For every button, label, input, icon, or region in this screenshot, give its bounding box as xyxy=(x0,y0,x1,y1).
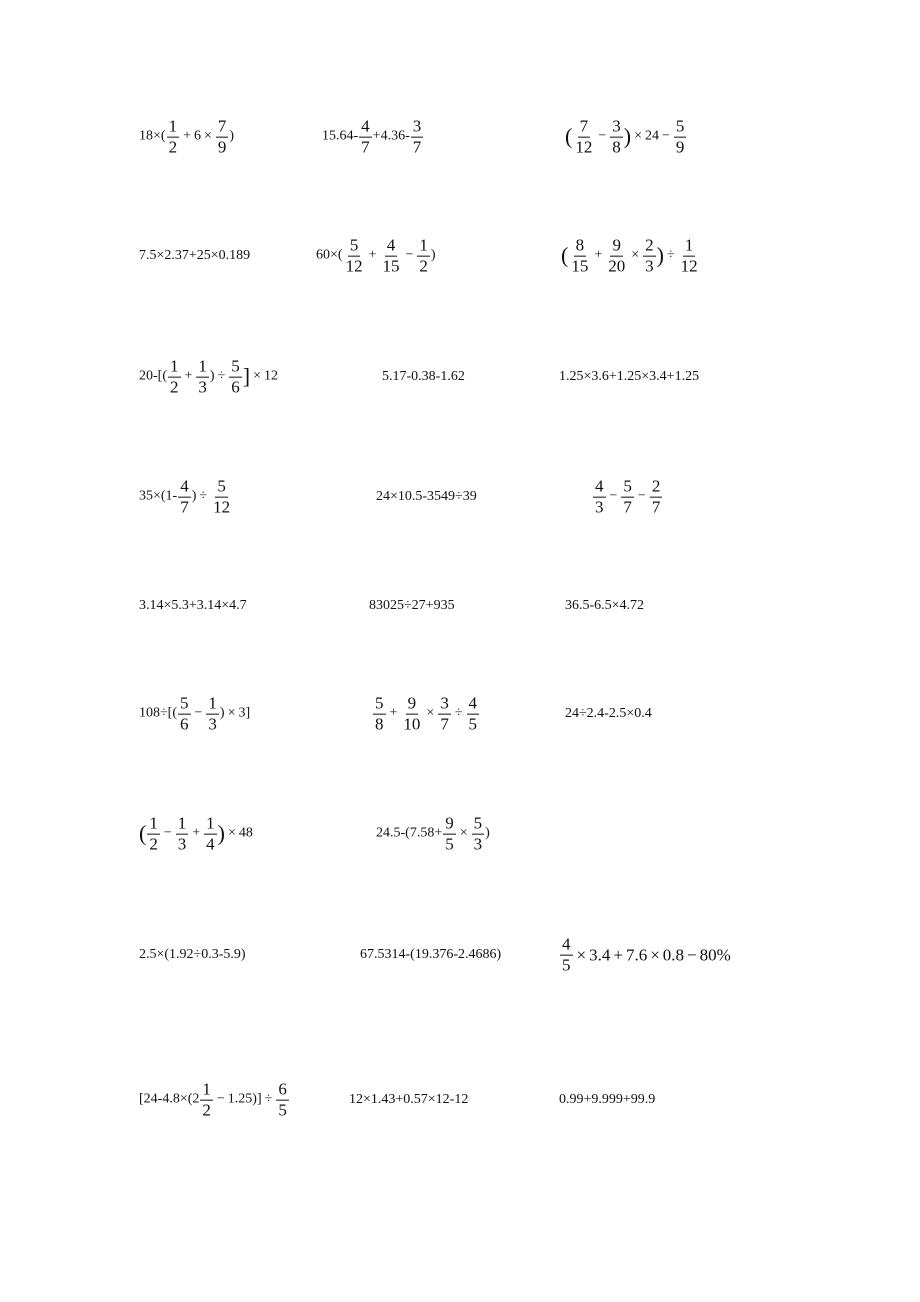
fraction-numerator: 1 xyxy=(168,116,178,136)
fraction-numerator: 4 xyxy=(468,693,477,713)
fraction xyxy=(593,478,606,517)
fraction-denominator: 2 xyxy=(168,137,178,157)
fraction-numerator: 7 xyxy=(579,116,589,136)
fraction-denominator: 6 xyxy=(231,377,240,397)
expression-text: ) xyxy=(430,248,436,263)
fraction xyxy=(606,237,627,276)
expression-text: 67.5314-(19.376-2.4686) xyxy=(360,947,502,962)
operator: ÷ xyxy=(264,1092,273,1107)
fraction-denominator: 9 xyxy=(675,137,685,157)
fraction xyxy=(674,118,687,157)
problem-r6-c2 xyxy=(372,695,480,734)
bracket: ) xyxy=(656,243,664,268)
operator: − xyxy=(405,248,414,263)
problem-r3-c1 xyxy=(139,358,278,397)
operator: ÷ xyxy=(199,489,208,504)
problem-r2-c3 xyxy=(561,237,701,276)
problem-r5-c3 xyxy=(565,599,644,613)
operator: + xyxy=(594,248,603,263)
fraction-denominator: 20 xyxy=(608,256,626,276)
fraction xyxy=(679,237,700,276)
operator: × xyxy=(650,945,660,965)
fraction xyxy=(211,478,232,517)
fraction xyxy=(167,118,180,157)
expression-text: 12×1.43+0.57×12-12 xyxy=(349,1092,469,1107)
expression-text: ) xyxy=(191,489,197,504)
expression-text: 0.99+9.999+99.9 xyxy=(559,1092,656,1107)
operator: × xyxy=(203,129,212,144)
fraction-numerator: 1 xyxy=(177,813,187,833)
bracket: ( xyxy=(565,124,573,149)
bracket: ( xyxy=(139,821,147,846)
expression-text: 60×( xyxy=(316,248,343,263)
fraction-denominator: 8 xyxy=(375,714,384,734)
problem-r6-c1 xyxy=(139,695,250,734)
fraction-denominator: 3 xyxy=(198,377,207,397)
fraction xyxy=(168,358,181,397)
problem-r6-c3 xyxy=(565,707,652,721)
fraction xyxy=(176,815,189,854)
fraction-denominator: 7 xyxy=(412,137,422,157)
fraction xyxy=(216,118,229,157)
expression-text: 48 xyxy=(238,826,253,841)
fraction-denominator: 7 xyxy=(651,497,661,517)
fraction-denominator: 10 xyxy=(403,714,421,734)
expression-text: 0.8 xyxy=(662,945,685,965)
expression-text: 7.5×2.37+25×0.189 xyxy=(139,248,251,263)
fraction xyxy=(178,478,191,517)
problem-r4-c1 xyxy=(139,478,233,517)
fraction-denominator: 2 xyxy=(149,834,158,854)
expression-text: 20-[( xyxy=(139,369,167,384)
fraction xyxy=(147,815,160,854)
problem-r4-c2 xyxy=(376,490,477,504)
fraction xyxy=(573,118,594,157)
operator: − xyxy=(637,489,646,504)
fraction-numerator: 1 xyxy=(206,813,215,833)
fraction-numerator: 1 xyxy=(208,693,217,713)
expression-text: 24×10.5-3549÷39 xyxy=(376,489,477,504)
operator: + xyxy=(192,826,201,841)
problem-r9-c2 xyxy=(349,1093,468,1107)
fraction-numerator: 5 xyxy=(473,813,483,833)
bracket: ] xyxy=(242,364,251,389)
fraction xyxy=(373,695,386,734)
fraction-numerator: 3 xyxy=(440,693,449,713)
expression-text: 5.17-0.38-1.62 xyxy=(382,369,465,384)
operator: ÷ xyxy=(454,706,463,721)
fraction-numerator: 5 xyxy=(675,116,685,136)
fraction-denominator: 2 xyxy=(202,1100,211,1120)
problem-r7-c2 xyxy=(376,815,490,854)
problem-r8-c3 xyxy=(559,936,731,975)
expression-text: 1.25)] xyxy=(227,1092,262,1107)
fraction xyxy=(650,478,663,517)
operator: × xyxy=(634,129,642,144)
operator: × xyxy=(227,826,236,841)
operator: × xyxy=(253,369,261,384)
bracket: ( xyxy=(561,243,569,268)
fraction-denominator: 7 xyxy=(361,137,370,157)
operator: − xyxy=(194,706,203,721)
fraction xyxy=(443,815,456,854)
problem-r4-c3 xyxy=(592,478,663,517)
fraction-denominator: 7 xyxy=(440,714,449,734)
fraction-numerator: 1 xyxy=(149,813,158,833)
fraction-denominator: 3 xyxy=(208,714,217,734)
fraction xyxy=(560,936,573,975)
fraction xyxy=(276,1081,289,1120)
fraction xyxy=(344,237,365,276)
expression-text: ) xyxy=(219,706,225,721)
fraction xyxy=(621,478,634,517)
fraction xyxy=(467,695,480,734)
fraction xyxy=(200,1081,213,1120)
bracket: ) xyxy=(623,124,632,149)
fraction-numerator: 5 xyxy=(217,476,226,496)
expression-text: 15.64- xyxy=(322,129,359,144)
operator: − xyxy=(661,129,670,144)
expression-text: ) xyxy=(229,129,235,144)
problem-r8-c2 xyxy=(360,948,501,962)
operator: + xyxy=(389,706,398,721)
expression-text: 2.5×(1.92÷0.3-5.9) xyxy=(139,947,246,962)
operator: − xyxy=(216,1092,225,1107)
problem-r7-c1 xyxy=(139,815,253,854)
fraction xyxy=(472,815,485,854)
operator: × xyxy=(576,945,587,965)
fraction-numerator: 3 xyxy=(412,116,422,136)
expression-text: 3.14×5.3+3.14×4.7 xyxy=(139,598,247,613)
expression-text: 6 xyxy=(193,129,201,144)
fraction-denominator: 5 xyxy=(562,955,571,975)
fraction-denominator: 3 xyxy=(645,256,654,276)
fraction-denominator: 15 xyxy=(382,256,400,276)
expression-text: +4.36- xyxy=(372,129,410,144)
problem-r9-c1 xyxy=(139,1081,290,1120)
operator: − xyxy=(163,826,172,841)
fraction-denominator: 12 xyxy=(680,256,698,276)
fraction-numerator: 5 xyxy=(623,476,632,496)
fraction xyxy=(204,815,217,854)
fraction-denominator: 4 xyxy=(206,834,215,854)
operator: + xyxy=(368,248,377,263)
fraction-denominator: 15 xyxy=(571,256,589,276)
fraction-numerator: 4 xyxy=(386,235,396,255)
expression-text: 108÷[( xyxy=(139,706,178,721)
fraction-numerator: 1 xyxy=(170,356,179,376)
fraction-numerator: 1 xyxy=(419,235,428,255)
fraction xyxy=(411,118,424,157)
fraction-numerator: 1 xyxy=(202,1079,211,1099)
problem-r5-c2 xyxy=(369,599,455,613)
fraction-numerator: 6 xyxy=(278,1079,287,1099)
problem-r1-c1 xyxy=(139,118,234,157)
expression-text: 24.5-(7.58+ xyxy=(376,826,443,841)
expression-text: 24 xyxy=(644,129,659,144)
fraction-denominator: 9 xyxy=(217,137,227,157)
fraction-denominator: 6 xyxy=(180,714,189,734)
fraction-numerator: 5 xyxy=(231,356,240,376)
problem-r9-c3 xyxy=(559,1093,655,1107)
operator: − xyxy=(687,945,697,965)
operator: − xyxy=(598,129,607,144)
operator: + xyxy=(613,945,623,965)
fraction xyxy=(359,118,372,157)
fraction-denominator: 3 xyxy=(177,834,187,854)
fraction-numerator: 4 xyxy=(361,116,370,136)
fraction-numerator: 4 xyxy=(595,476,604,496)
operator: − xyxy=(609,489,618,504)
fraction-numerator: 3 xyxy=(612,116,621,136)
fraction-denominator: 12 xyxy=(213,497,231,517)
fraction xyxy=(206,695,219,734)
fraction-numerator: 8 xyxy=(575,235,585,255)
expression-text: 7.6 xyxy=(625,945,648,965)
fraction-denominator: 2 xyxy=(419,256,428,276)
expression-text: 1.25×3.6+1.25×3.4+1.25 xyxy=(559,369,700,384)
operator: + xyxy=(184,369,193,384)
fraction-numerator: 9 xyxy=(445,813,454,833)
fraction-denominator: 8 xyxy=(612,137,621,157)
operator: ÷ xyxy=(217,369,226,384)
fraction-numerator: 5 xyxy=(349,235,359,255)
fraction xyxy=(438,695,451,734)
fraction-numerator: 5 xyxy=(180,693,189,713)
fraction xyxy=(380,237,401,276)
expression-text: 3.4 xyxy=(589,945,611,965)
expression-text: 35×(1- xyxy=(139,489,178,504)
operator: × xyxy=(227,706,236,721)
operator: + xyxy=(183,129,191,144)
expression-text: 24÷2.4-2.5×0.4 xyxy=(565,706,652,721)
problem-r3-c2 xyxy=(382,370,465,384)
fraction-denominator: 12 xyxy=(575,137,593,157)
expression-text: ) xyxy=(485,826,490,841)
problem-r1-c2 xyxy=(322,118,424,157)
fraction xyxy=(401,695,422,734)
fraction-numerator: 9 xyxy=(612,235,621,255)
expression-text: 83025÷27+935 xyxy=(369,598,455,613)
fraction-denominator: 3 xyxy=(595,497,604,517)
fraction-numerator: 9 xyxy=(407,693,417,713)
fraction xyxy=(417,237,430,276)
fraction-numerator: 2 xyxy=(651,476,661,496)
fraction xyxy=(196,358,209,397)
operator: × xyxy=(426,706,435,721)
fraction-denominator: 5 xyxy=(278,1100,287,1120)
expression-text: 80% xyxy=(699,945,731,965)
fraction xyxy=(178,695,191,734)
problem-r1-c3 xyxy=(565,118,687,157)
fraction xyxy=(643,237,656,276)
expression-text: ) xyxy=(209,369,215,384)
expression-text: [24-4.8×(2 xyxy=(139,1092,200,1107)
bracket: ) xyxy=(217,821,225,846)
problem-r2-c1 xyxy=(139,249,250,263)
fraction-denominator: 5 xyxy=(445,834,454,854)
expression-text: 12 xyxy=(264,369,278,384)
fraction-numerator: 1 xyxy=(198,356,207,376)
problem-r8-c1 xyxy=(139,948,246,962)
problem-r2-c2 xyxy=(316,237,436,276)
fraction-denominator: 2 xyxy=(170,377,179,397)
fraction-numerator: 7 xyxy=(217,116,227,136)
operator: ÷ xyxy=(666,248,675,263)
fraction-denominator: 5 xyxy=(468,714,477,734)
expression-text: 3] xyxy=(238,706,251,721)
fraction-numerator: 1 xyxy=(684,235,694,255)
fraction-numerator: 5 xyxy=(375,693,384,713)
operator: × xyxy=(631,248,640,263)
fraction-denominator: 3 xyxy=(473,834,483,854)
operator: × xyxy=(459,826,468,841)
expression-text: 18×( xyxy=(139,129,166,144)
fraction-numerator: 2 xyxy=(645,235,654,255)
fraction xyxy=(229,358,242,397)
problem-r5-c1 xyxy=(139,599,247,613)
fraction xyxy=(569,237,590,276)
expression-text: 36.5-6.5×4.72 xyxy=(565,598,645,613)
fraction-denominator: 12 xyxy=(345,256,363,276)
problem-r3-c3 xyxy=(559,370,699,384)
fraction xyxy=(610,118,623,157)
fraction-denominator: 7 xyxy=(180,497,189,517)
fraction-numerator: 4 xyxy=(180,476,189,496)
fraction-numerator: 4 xyxy=(562,934,571,954)
fraction-denominator: 7 xyxy=(623,497,632,517)
